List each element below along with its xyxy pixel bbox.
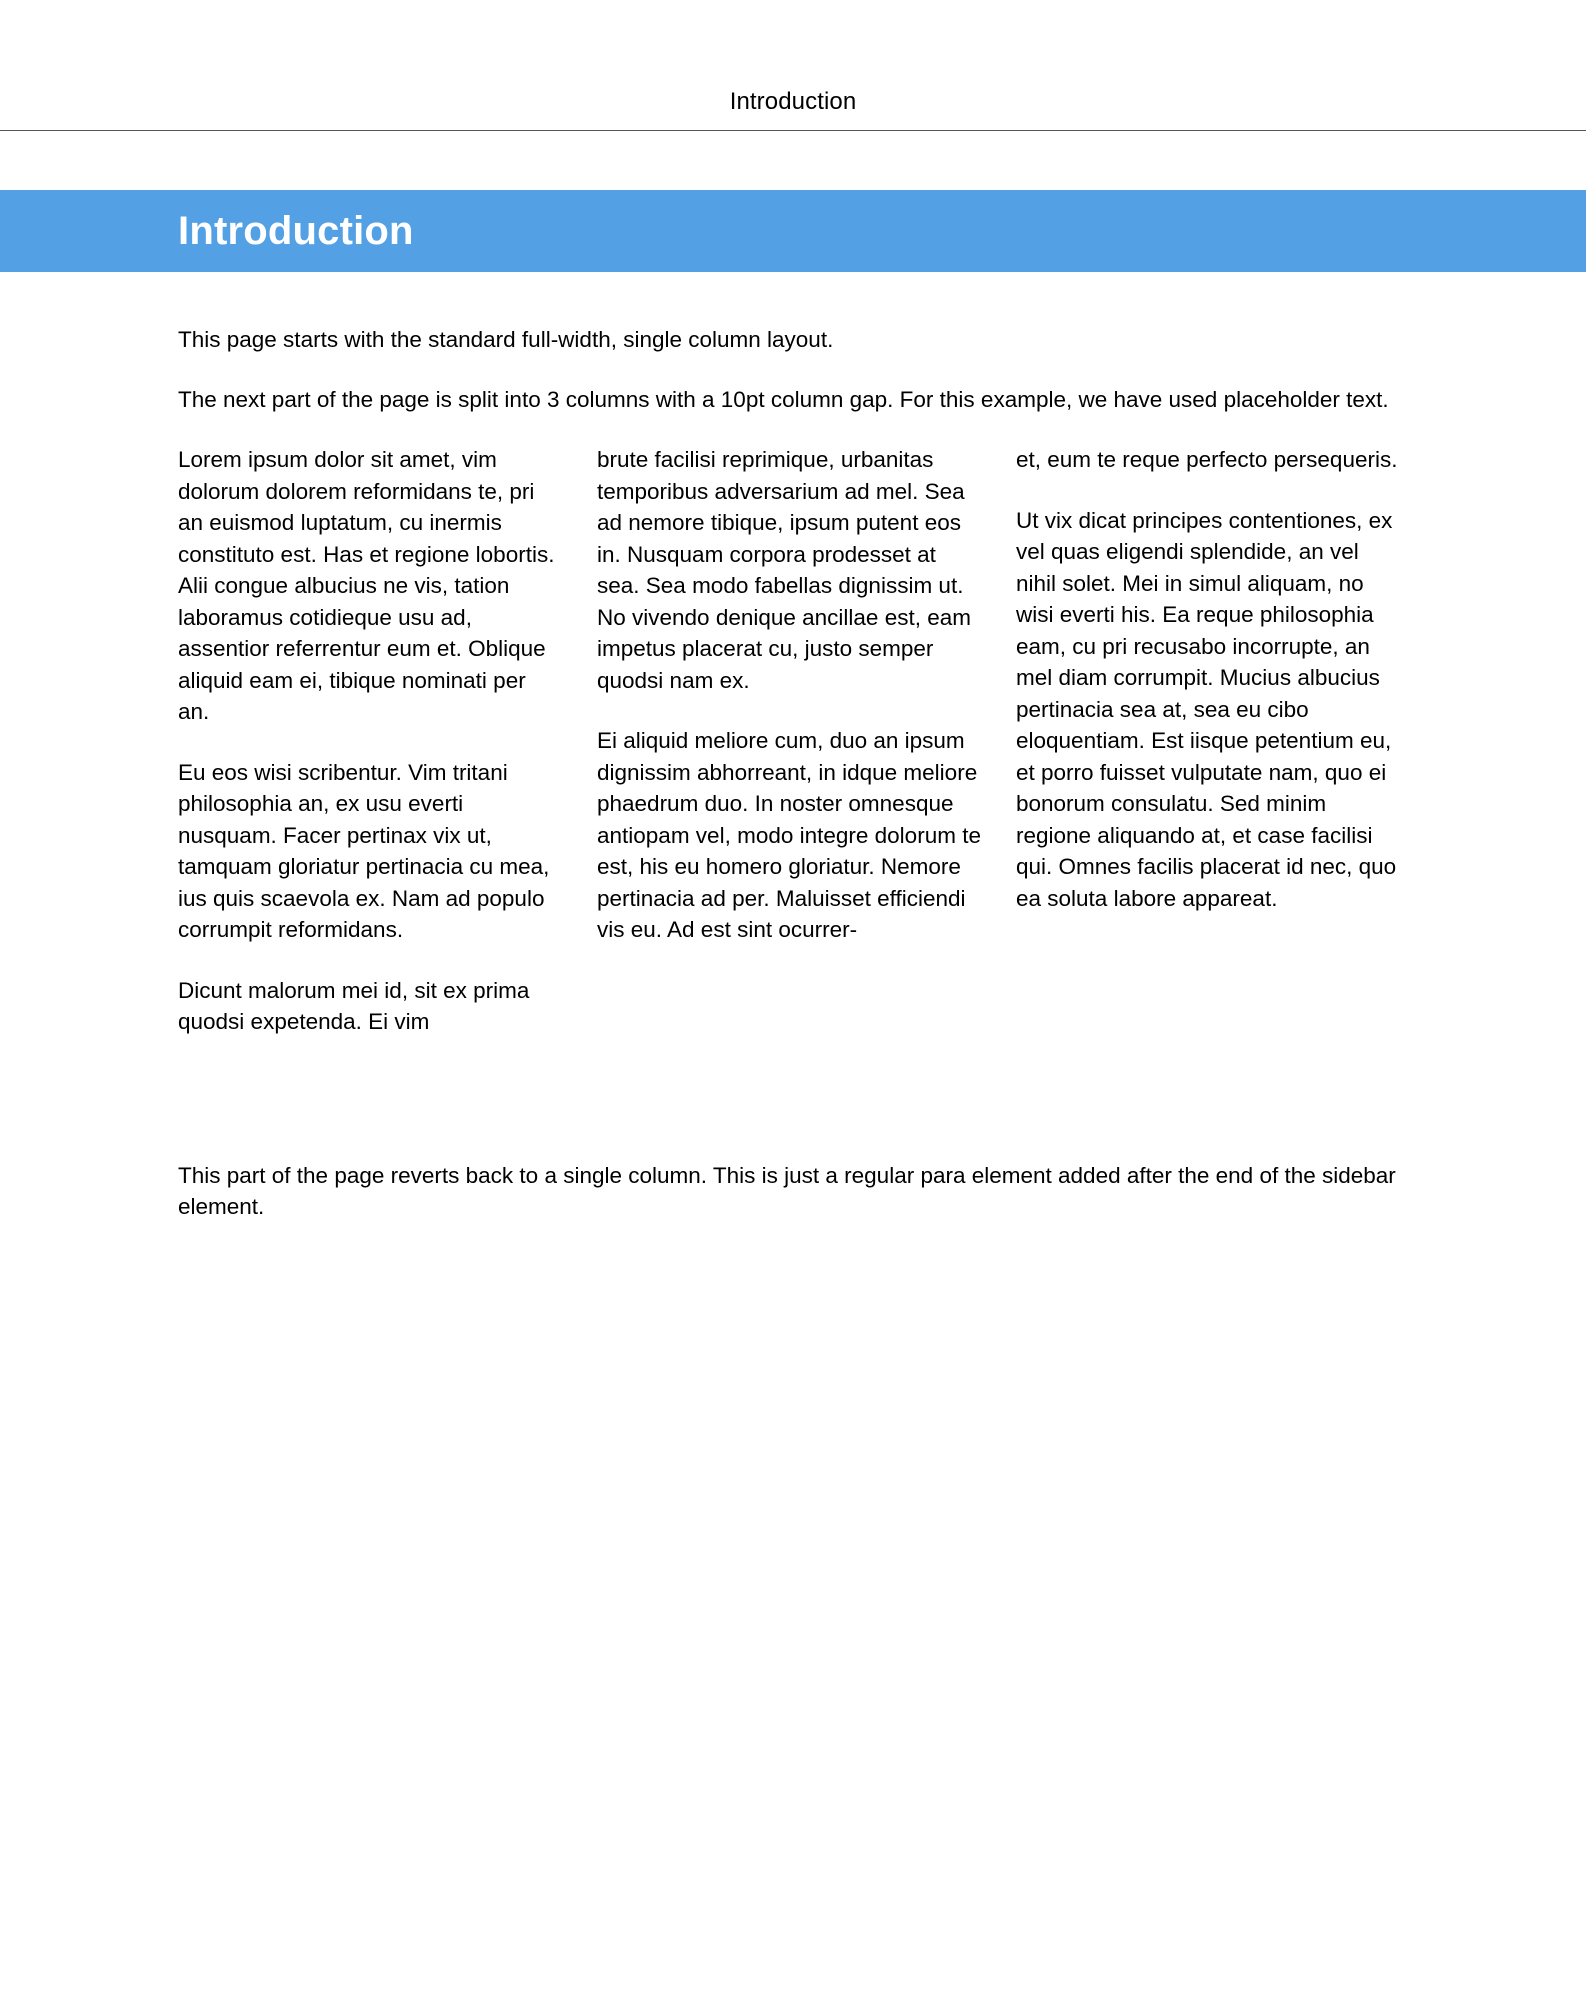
chapter-banner-inner: [178, 190, 414, 272]
tail-region: [178, 1160, 1402, 1222]
three-column-region: [178, 444, 1402, 1038]
running-header-divider: [0, 130, 1586, 131]
intro-paragraph-2: The next part of the page is split into 3 columns with a 10pt column gap. For this example, we have used placeholder text.: [178, 387, 1389, 412]
column-1-paragraph-3: Dicunt malorum mei id, sit ex prima quodsi expetenda. Ei vim: [178, 977, 530, 1034]
column-2-paragraph-2: Ei aliquid meliore cum, duo an ipsum dignissim abhorreant, in idque meliore phaedrum duo. In noster omnesque antiopam vel, modo integre dolorum te est, his eu homero gloriatur. Nemore pertinacia ad per. Maluisset efficiendi vis eu. Ad est sint ocurrer-: [597, 728, 981, 942]
column-2: [597, 444, 982, 946]
column-3-paragraph-2: Ut vix dicat principes contentiones, ex vel quas eligendi splendide, an vel nihil solet. Mei in simul aliquam, no wisi everti his. Ea reque philosophia eam, cu pri recusabo incorrupte, an mel diam corrumpit. Mucius albucius pertinacia sea at, sea eu cibo eloquentiam. Est iisque petentium eu, et porro fuisset vulputate nam, quo ei bonorum consulatu. Sed minim regione aliquando at, et case facilisi qui. Omnes facilis placerat id nec, quo ea soluta labore appareat.: [1016, 507, 1397, 911]
column-1-paragraph-2: Eu eos wisi scribentur. Vim tritani philosophia an, ex usu everti nusquam. Facer pertinax vix ut, tamquam gloriatur pertinacia cu mea, ius quis scaevola ex. Nam ad populo corrumpit reformidans.: [178, 759, 550, 942]
page-content: [178, 324, 1402, 1038]
column-3: [1016, 444, 1401, 914]
running-header: [0, 0, 1586, 132]
column-1: [178, 444, 563, 1038]
intro-paragraph-1: This page starts with the standard full-width, single column layout.: [178, 327, 834, 352]
page-title: Introduction: [178, 209, 414, 253]
chapter-banner: [0, 190, 1586, 272]
column-2-paragraph-1: brute facilisi reprimique, urbanitas temporibus adversarium ad mel. Sea ad nemore tibique, ipsum putent eos in. Nusquam corpora prodesset at sea. Sea modo fabellas dignissim ut. No vivendo denique ancillae est, eam impetus placerat cu, justo semper quodsi nam ex.: [597, 447, 971, 693]
column-3-paragraph-1: et, eum te reque perfecto persequeris.: [1016, 447, 1398, 472]
tail-paragraph: This part of the page reverts back to a single column. This is just a regular para element added after the end of the sidebar element.: [178, 1163, 1396, 1219]
column-1-paragraph-1: Lorem ipsum dolor sit amet, vim dolorum dolorem reformidans te, pri an euismod luptatum, cu inermis constituto est. Has et regione lobortis. Alii congue albucius ne vis, tation laboramus cotidieque usu ad, assentior referrentur eum et. Oblique aliquid eam ei, tibique nominati per an.: [178, 447, 555, 724]
running-header-title: Introduction: [729, 88, 857, 115]
